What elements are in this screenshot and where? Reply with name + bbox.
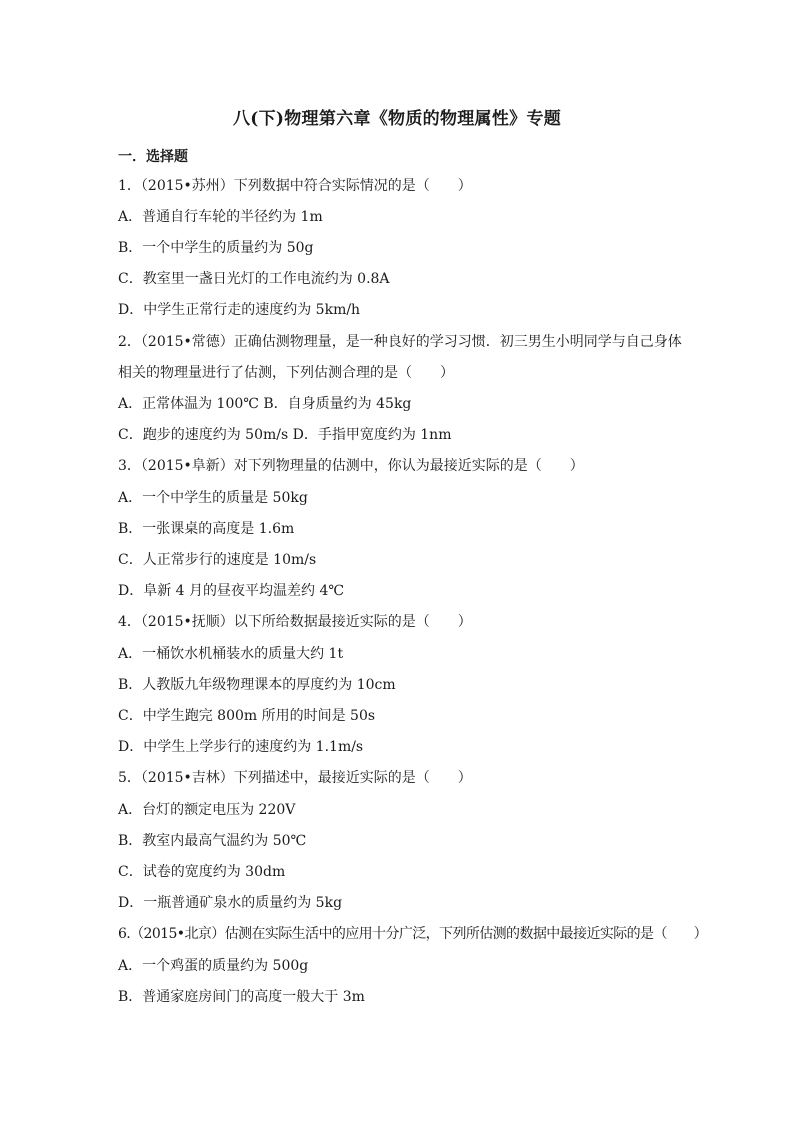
question-2-stem-line-2: 相关的物理量进行了估测，下列估测合理的是（ ） [118,365,454,381]
question-4-stem: 4．（2015•抚顺）以下所给数据最接近实际的是（ ） [118,614,472,630]
question-4-option-c: C．中学生跑完 800m 所用的时间是 50s [118,708,376,724]
question-5-option-b: B．教室内最高气温约为 50℃ [118,833,307,849]
question-2-options-cd: C．跑步的速度约为 50m/s D．手指甲宽度约为 1nm [118,427,452,443]
question-5-option-d: D．一瓶普通矿泉水的质量约为 5kg [118,895,343,911]
question-2-stem-line-1: 2．（2015•常德）正确估测物理量，是一种良好的学习习惯．初三男生小明同学与自己身体 [118,334,682,350]
question-3-option-a: A．一个中学生的质量是 50kg [118,490,308,506]
question-6-option-b: B．普通家庭房间门的高度一般大于 3m [118,989,365,1005]
question-1-option-c: C．教室里一盏日光灯的工作电流约为 0.8A [118,271,390,287]
question-3-option-b: B．一张课桌的高度是 1.6m [118,521,295,537]
question-1-option-a: A．普通自行车轮的半径约为 1m [118,209,323,225]
question-3-stem: 3．（2015•阜新）对下列物理量的估测中，你认为最接近实际的是（ ） [118,458,584,474]
question-6-stem: 6.（2015•北京）估测在实际生活中的应用十分广泛，下列所估测的数据中最接近实际的是（ ） [118,926,708,942]
question-4-option-a: A．一桶饮水机桶装水的质量大约 1t [118,646,344,662]
question-1-option-b: B．一个中学生的质量约为 50g [118,240,314,256]
document-title: 八(下)物理第六章《物质的物理属性》专题 [232,109,562,129]
question-3-option-c: C．人正常步行的速度是 10m/s [118,552,317,568]
question-2-options-ab: A．正常体温为 100℃ B．自身质量约为 45kg [118,396,412,412]
question-4-option-d: D．中学生上学步行的速度约为 1.1m/s [118,739,364,755]
question-1-stem: 1．（2015•苏州）下列数据中符合实际情况的是（ ） [118,178,472,194]
question-3-option-d: D．阜新 4 月的昼夜平均温差约 4℃ [118,583,345,599]
section-heading: 一．选择题 [118,149,188,165]
question-5-option-c: C．试卷的宽度约为 30dm [118,864,286,880]
question-4-option-b: B．人教版九年级物理课本的厚度约为 10cm [118,677,396,693]
question-5-stem: 5．（2015•吉林）下列描述中，最接近实际的是（ ） [118,770,472,786]
question-5-option-a: A．台灯的额定电压为 220V [118,802,296,818]
question-6-option-a: A．一个鸡蛋的质量约为 500g [118,958,309,974]
question-1-option-d: D．中学生正常行走的速度约为 5km/h [118,302,361,318]
